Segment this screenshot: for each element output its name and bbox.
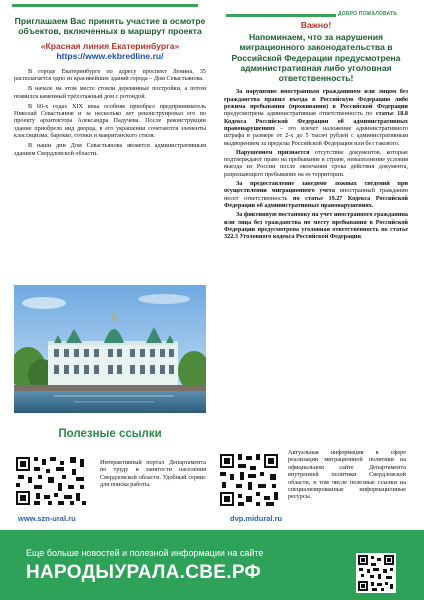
violation-2-lead: Нарушением признается bbox=[236, 148, 310, 156]
left-column bbox=[14, 16, 206, 157]
violation-paragraph-1 bbox=[224, 88, 408, 146]
szn-portal-link[interactable]: www.szn-ural.ru bbox=[18, 514, 76, 523]
violation-1-text-b: – это влечет наложение административного штрафа в размере от 2-х до 5 тысяч рублей с административным выдворением за пределы Российской Федерации или без такового. bbox=[224, 124, 408, 147]
right-column bbox=[224, 20, 408, 240]
qr-code-dvp[interactable] bbox=[218, 452, 280, 508]
violation-1-text-a: предусмотрена административная ответственность по bbox=[224, 110, 376, 118]
violation-3-article: по статье 19.27 Кодекса Российской Федерации об административных правонарушениях. bbox=[224, 194, 408, 209]
violation-1-lead: За нарушение иностранным гражданином или лицом без гражданства правил въезда в Российскую Федерацию либо режима пребывания (проживания) в Российской Федерации bbox=[224, 88, 408, 111]
footer-site-link[interactable]: НАРОДЫУРАЛА.СВЕ.РФ bbox=[26, 562, 262, 583]
history-paragraph-3: В 60-х годах XIX века особняк приобрел предприниматель Николай Севастьянов и за несколько лет реконструировал его по проекту архитектора Александра Падучева. После реконструкции здание приобрело вид дворца, в его украшении сочетаются элементы классицизма, барокко, готики и мавританского стиля. bbox=[14, 102, 206, 139]
violation-3-text: иностранный гражданин несет ответственность bbox=[224, 187, 408, 202]
project-link[interactable]: https://www.ekbredline.ru/ bbox=[56, 51, 164, 62]
violation-4-text: . bbox=[360, 233, 363, 241]
sevastyanov-house-photo bbox=[14, 285, 206, 413]
dvp-portal-description: Актуальная информация в сфере реализации миграционной политики на официальном сайте Департамента внутренней политики Свердловской области, в том числе полезные ссылки на специализированные информационные ресурсы. bbox=[288, 449, 406, 501]
szn-portal-description: Интерактивный портал Департамента по труду и занятости населения Свердловской области. Удобный сервис для поиска работы. bbox=[100, 459, 206, 489]
history-paragraph-4: В наши дни Дом Севастьянова является административным зданием Свердловской области. bbox=[14, 142, 206, 157]
top-accent-bar-left bbox=[12, 4, 198, 7]
violation-paragraph-3 bbox=[224, 180, 408, 209]
history-paragraph-1: В городе Екатеринбурге по адресу проспект Ленина, 35 располагается одно из красивейших зданий города – Дом Севастьянова. bbox=[14, 67, 206, 82]
violation-paragraph-2 bbox=[224, 149, 408, 178]
qr-code-footer[interactable] bbox=[356, 553, 396, 593]
top-accent-bar-right bbox=[226, 14, 336, 17]
project-name: «Красная линия Екатеринбурга» bbox=[40, 40, 180, 51]
violation-1-article: статье 18.8 Кодекса Российской Федерации об административных правонарушениях bbox=[224, 110, 408, 132]
welcome-label: ДОБРО ПОЖАЛОВАТЬ bbox=[338, 11, 398, 17]
history-paragraph-2: В начале на этом месте стояли деревянные постройки, а потом появился каменный трёхэтажный дом с ротондой. bbox=[14, 85, 206, 100]
footer-subtitle: Еще больше новостей и полезной информации на сайте bbox=[26, 548, 264, 558]
violation-4-lead: За фиктивную постановку на учет иностранного гражданина или лица без гражданства по месту пребывания в Российской Федерации предусмотрена уголовная ответственность по статье 322.3 Уголовного кодекса Российской Федерации bbox=[224, 211, 408, 241]
violation-2-text: отсутствие документов, которые подтверждают право на пребывание в стране, невыполнение условия выезда из России после окончания срока действия документа, разрешающего пребывание на ее территории. bbox=[224, 148, 409, 178]
useful-links-title: Полезные ссылки bbox=[58, 428, 162, 440]
dvp-portal-link[interactable]: dvp.midural.ru bbox=[230, 514, 283, 523]
violation-3-lead: За предоставление заведомо ложных сведений при осуществлении миграционного учета bbox=[224, 180, 408, 195]
important-label: Важно! bbox=[300, 20, 332, 30]
qr-code-szn[interactable] bbox=[14, 455, 88, 507]
invitation-headline: Приглашаем Вас принять участие в осмотре объектов, включенных в маршрут проекта bbox=[14, 16, 206, 37]
violation-paragraph-4 bbox=[224, 211, 408, 240]
reminder-headline: Напоминаем, что за нарушения миграционного законодательства в Российской Федерации предусмотрена административная либо уголовная ответственность! bbox=[231, 32, 401, 84]
